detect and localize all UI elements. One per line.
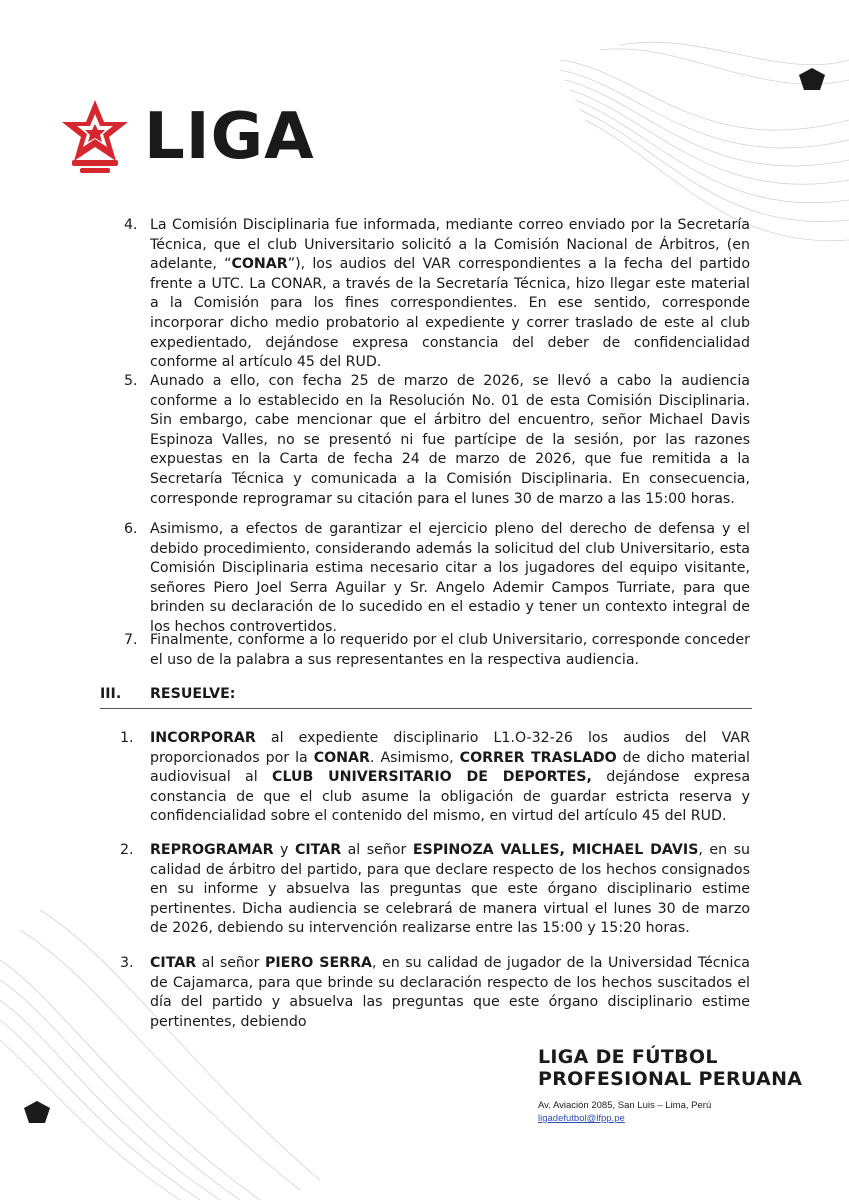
item-number: 2. [120, 842, 134, 858]
section-title: RESUELVE: [150, 686, 236, 702]
bold-text: CITAR [150, 955, 197, 971]
item-number: 5. [124, 373, 138, 389]
section-number: III. [100, 686, 122, 702]
bold-text: ESPINOZA VALLES, MICHAEL DAVIS [412, 842, 699, 858]
bold-text: INCORPORAR [150, 730, 256, 746]
text-run: , en su calidad de jugador de la Universidad Técnica de Cajamarca, para que brinde su declaración respecto de los hechos suscitados el día del partido y absuelva las preguntas que este órgano disciplinario estime pertinentes, debiendo [150, 955, 750, 1030]
bold-text: CONAR [231, 256, 288, 273]
text-run: Finalmente, conforme a lo requerido por el club Universitario, corresponde conceder el uso de la palabra a sus representantes en la respectiva audiencia. [150, 632, 750, 668]
text-run: al señor [341, 842, 413, 858]
consideration-item [124, 216, 750, 373]
resolution-item [120, 841, 751, 939]
resolution-item [120, 954, 750, 1032]
text-run: al expediente disciplinario L1.O-32-26 los audios del VAR proporcionados por la [150, 730, 750, 766]
item-text [150, 216, 750, 373]
bold-text: CLUB UNIVERSITARIO DE DEPORTES, [272, 769, 592, 786]
liga-logo [58, 97, 315, 177]
text-run: Asimismo, a efectos de garantizar el ejercicio pleno del derecho de defensa y el debido procedimiento, considerando además la solicitud del club Universitario, esta Comisión Disciplinaria estima necesario citar a los jugadores del equipo visitante, señores Piero Joel Serra Aguilar y Sr. Angelo Ademir Campos Turriate, para que brinden su declaración de lo sucedido en el estadio y tener un contexto integral de los hechos controvertidos. [150, 521, 750, 635]
org-name-line2: PROFESIONAL PERUANA [538, 1068, 803, 1090]
section-heading [100, 686, 752, 709]
item-text [150, 631, 750, 670]
text-run: al señor [196, 955, 265, 971]
pentagon-icon [24, 1101, 50, 1123]
item-text [150, 372, 750, 509]
item-number: 4. [124, 217, 138, 233]
bold-text: CONAR [313, 749, 370, 766]
text-run: , en su calidad de árbitro del partido, para que declare respecto de los hechos consignados en su informe y absuelva las preguntas que este órgano disciplinario estime pertinentes. Dicha audiencia se celebrará de manera virtual el lunes 30 de marzo de 2026, debiendo su intervención realizarse entre las 15:00 y 15:20 horas. [150, 842, 751, 937]
item-number: 1. [120, 730, 134, 746]
item-number: 7. [124, 632, 138, 648]
bold-text: CITAR [294, 842, 342, 858]
bold-text: CORRER TRASLADO [459, 749, 617, 766]
consideration-item [124, 631, 750, 670]
text-run: . Asimismo, [369, 749, 460, 766]
consideration-item [124, 372, 750, 509]
text-run: de dicho material audiovisual al [150, 749, 750, 786]
liga-star-emblem-icon [58, 98, 132, 176]
item-text [150, 520, 750, 638]
org-name-line1: LIGA DE FÚTBOL [538, 1046, 718, 1068]
footer-address: Av. Aviación 2085, San Luis – Lima, Perú [538, 1100, 712, 1111]
text-run: Aunado a ello, con fecha 25 de marzo de 2026, se llevó a cabo la audiencia conforme a lo establecido en la Resolución No. 01 de esta Comisión Disciplinaria. Sin embargo, cabe mencionar que el árbitro del encuentro, señor Michael Davis Espinoza Valles, no se presentó ni fue partícipe de la sesión, por las razones expuestas en la Carta de fecha 24 de marzo de 2026, que fue remitida a la Secretaría Técnica y comunicada a la Comisión Disciplinaria. En consecuencia, corresponde reprogramar su citación para el lunes 30 de marzo a las 15:00 horas. [150, 373, 750, 507]
item-number: 6. [124, 521, 138, 537]
bold-text: REPROGRAMAR [150, 842, 274, 858]
item-number: 3. [120, 955, 134, 971]
pentagon-icon [799, 68, 825, 90]
bold-text: PIERO SERRA [264, 955, 372, 971]
item-text [150, 729, 750, 827]
item-text [150, 841, 750, 939]
text-run: y [273, 842, 295, 858]
text-run: La Comisión Disciplinaria fue informada, mediante correo enviado por la Secretaría Técnica, que el club Universitario solicitó a la Comisión Nacional de Árbitros, (en adelante, “ [150, 217, 750, 273]
item-text [150, 954, 750, 1032]
footer [538, 1046, 802, 1124]
logo-wordmark: LIGA [144, 100, 315, 174]
consideration-item [124, 520, 750, 638]
text-run: ”), los audios del VAR correspondientes a la fecha del partido frente a UTC. La CONAR, a través de la Secretaría Técnica, hizo llegar este material a la Comisión para los fines correspondientes. En ese sentido, corresponde incorporar dicho medio probatorio al expediente y correr traslado de este al club expedientado, dejándose expresa constancia del deber de confidencialidad conforme al artículo 45 del RUD. [150, 256, 750, 371]
resolution-item [120, 729, 751, 827]
text-run: dejándose expresa constancia de que el club asume la obligación de guardar estricta reserva y confidencialidad sobre el contenido del mismo, en virtud del artículo 45 del RUD. [150, 769, 751, 825]
footer-email-link[interactable]: ligadefutbol@lfpp.pe [538, 1113, 625, 1124]
